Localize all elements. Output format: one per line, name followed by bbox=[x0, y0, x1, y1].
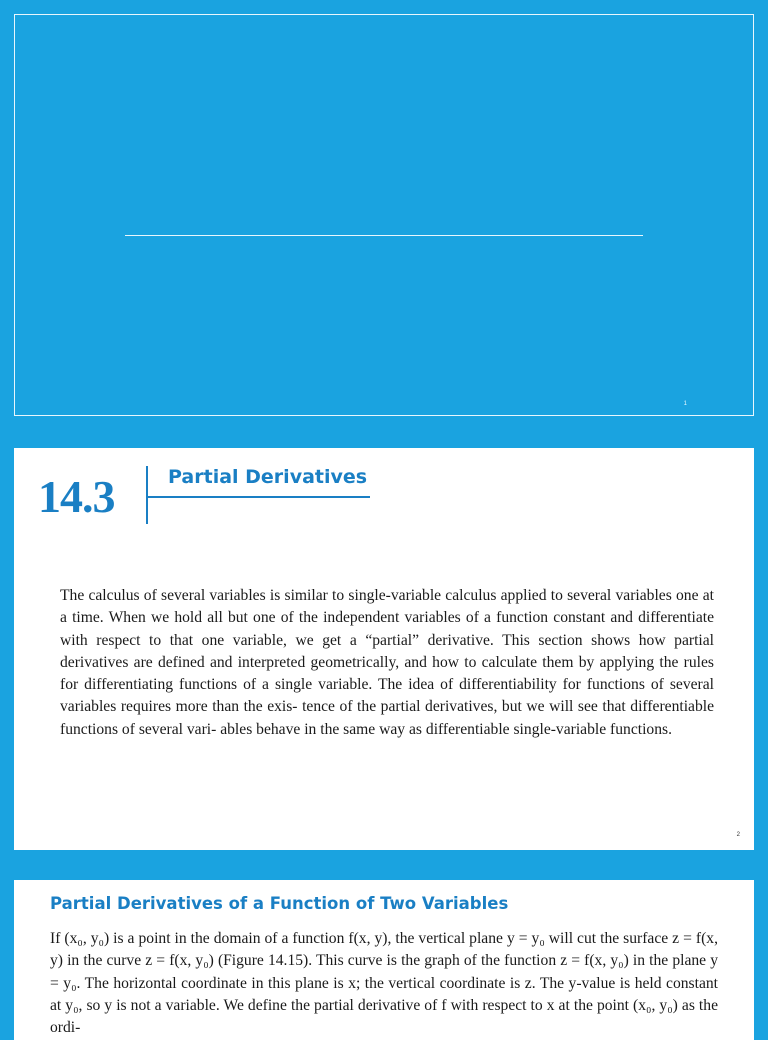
intro-paragraph bbox=[60, 585, 714, 741]
section-vertical-rule bbox=[146, 466, 148, 524]
intro-line: The calculus of several variables is similar to single-variable calculus applied to several bbox=[60, 587, 612, 604]
intro-line: ables behave in the same way as differentiable single-variable functions. bbox=[220, 720, 672, 738]
content-slide bbox=[14, 880, 754, 1040]
intro-line: The idea of differentiability for functions of several variables requires more than the exis- bbox=[60, 676, 714, 716]
intro-line: how to calculate them by applying the rules for differentiating functions of a single variable. bbox=[60, 653, 714, 694]
intro-line: constant and differentiate with respect to that one variable, we get a “partial” derivative. bbox=[60, 609, 714, 649]
section-title-underline bbox=[148, 496, 370, 498]
intro-line: This section shows how partial derivatives are defined and interpreted geometrically, and bbox=[60, 631, 714, 671]
page-number: 2 bbox=[736, 832, 740, 838]
intro-line: variables one at a time. When we hold all but one of the independent variables of a function bbox=[60, 587, 714, 627]
section-intro-slide bbox=[14, 448, 754, 850]
body-line: If (x₀, y₀) is a point in the domain of a function f(x, y), the vertical plane y = y₀ will cut bbox=[50, 930, 597, 947]
body-line: We define the partial derivative of f with respect to x at the point (x₀, y₀) as the ordi- bbox=[50, 996, 718, 1037]
body-paragraph bbox=[50, 928, 718, 1039]
section-title: Partial Derivatives bbox=[168, 466, 368, 488]
subheading: Partial Derivatives of a Function of Two Variables bbox=[50, 894, 509, 913]
intro-line: tence of the partial derivatives, but we will see that differentiable functions of several vari- bbox=[60, 698, 715, 738]
body-line: x; the vertical coordinate is z. The y-value is held constant at y₀, so y is not a variable. bbox=[50, 974, 718, 1014]
title-slide bbox=[14, 14, 754, 416]
body-line: of the function z = f(x, y₀) in the plane y = y₀. The horizontal coordinate in this plane is bbox=[50, 952, 718, 992]
body-line: the surface z = f(x, y) in the curve z = f(x, y₀) (Figure 14.15). This curve is the graph bbox=[50, 930, 718, 970]
title-divider-line bbox=[125, 235, 643, 236]
page-number: 1 bbox=[683, 401, 687, 407]
section-number: 14.3 bbox=[38, 471, 115, 522]
